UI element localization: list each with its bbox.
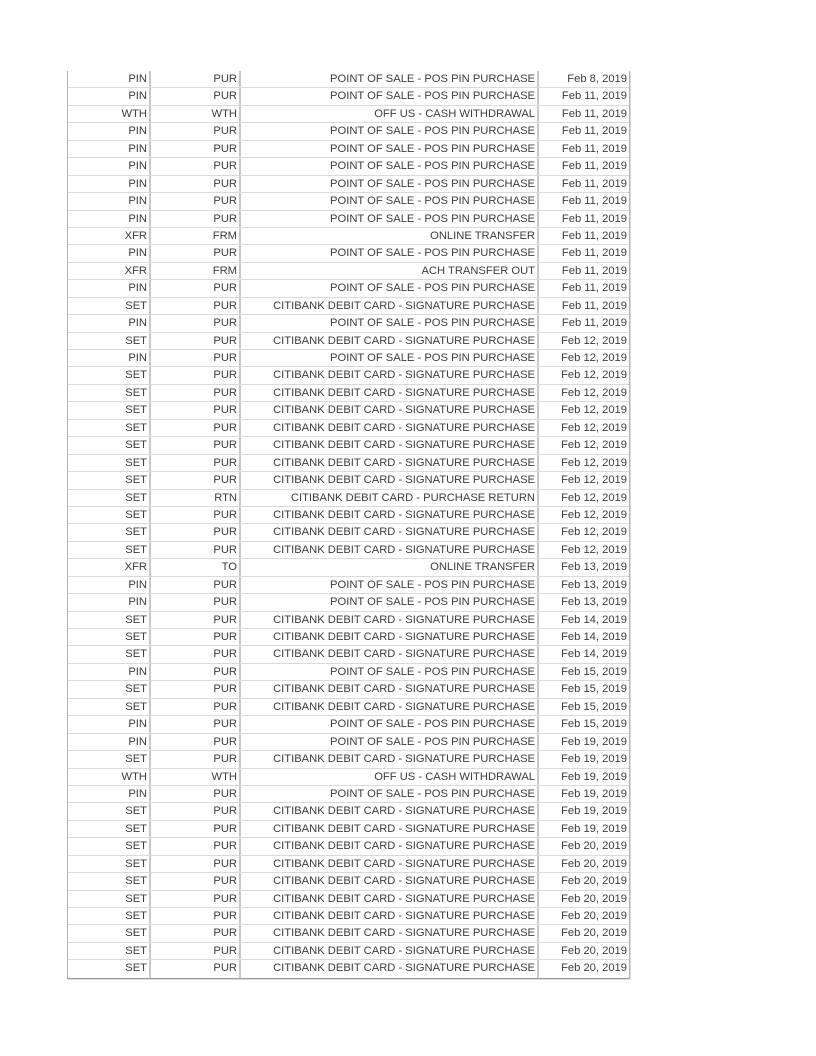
table-row — [68, 786, 629, 803]
cell-description: CITIBANK DEBIT CARD - SIGNATURE PURCHASE — [241, 943, 539, 959]
cell-subtype: PUR — [151, 838, 241, 854]
cell-description: CITIBANK DEBIT CARD - SIGNATURE PURCHASE — [241, 507, 539, 523]
cell-description: POINT OF SALE - POS PIN PURCHASE — [241, 280, 539, 296]
cell-type: SET — [68, 542, 151, 558]
cell-description: CITIBANK DEBIT CARD - SIGNATURE PURCHASE — [241, 612, 539, 628]
cell-type: SET — [68, 646, 151, 662]
cell-description: POINT OF SALE - POS PIN PURCHASE — [241, 88, 539, 104]
table-row — [68, 751, 629, 768]
cell-type: SET — [68, 891, 151, 907]
cell-type: SET — [68, 298, 151, 314]
cell-date: Feb 14, 2019 — [561, 613, 627, 626]
cell-date: Feb 14, 2019 — [561, 631, 627, 643]
cell-subtype: PUR — [151, 402, 241, 418]
cell-type: SET — [68, 925, 151, 941]
cell-date: Feb 15, 2019 — [561, 683, 627, 696]
table-row — [68, 664, 629, 681]
cell-date: Feb 12, 2019 — [561, 491, 627, 504]
cell-type: XFR — [68, 263, 151, 279]
cell-description: OFF US - CASH WITHDRAWAL — [241, 106, 539, 122]
cell-date: Feb 20, 2019 — [561, 875, 627, 888]
table-row — [68, 507, 629, 524]
cell-description: CITIBANK DEBIT CARD - SIGNATURE PURCHASE — [241, 751, 539, 767]
cell-date: Feb 11, 2019 — [561, 90, 627, 103]
cell-date: Feb 11, 2019 — [561, 177, 627, 190]
cell-description: CITIBANK DEBIT CARD - SIGNATURE PURCHASE — [241, 699, 539, 715]
cell-description: CITIBANK DEBIT CARD - SIGNATURE PURCHASE — [241, 437, 539, 453]
cell-subtype: PUR — [151, 751, 241, 767]
cell-description: POINT OF SALE - POS PIN PURCHASE — [241, 245, 539, 261]
cell-date: Feb 12, 2019 — [561, 526, 627, 539]
cell-subtype: PUR — [151, 891, 241, 907]
cell-type: PIN — [68, 123, 151, 139]
table-row — [68, 524, 629, 541]
cell-type: SET — [68, 507, 151, 523]
cell-subtype: PUR — [151, 158, 241, 174]
cell-description: CITIBANK DEBIT CARD - SIGNATURE PURCHASE — [241, 542, 539, 558]
cell-description: POINT OF SALE - POS PIN PURCHASE — [241, 123, 539, 139]
cell-description: POINT OF SALE - POS PIN PURCHASE — [241, 594, 539, 610]
cell-type: SET — [68, 490, 151, 506]
table-row — [68, 803, 629, 820]
cell-type: SET — [68, 681, 151, 697]
table-row — [68, 629, 629, 646]
cell-type: SET — [68, 856, 151, 872]
cell-subtype: PUR — [151, 123, 241, 139]
cell-description: ONLINE TRANSFER — [241, 228, 539, 244]
cell-date: Feb 11, 2019 — [561, 282, 627, 295]
cell-type: SET — [68, 908, 151, 924]
cell-date: Feb 14, 2019 — [561, 648, 627, 661]
cell-subtype: PUR — [151, 245, 241, 261]
table-row — [68, 699, 629, 716]
cell-subtype: PUR — [151, 873, 241, 889]
cell-subtype: PUR — [151, 943, 241, 959]
table-row — [68, 612, 629, 629]
cell-date: Feb 8, 2019 — [567, 73, 627, 85]
cell-type: SET — [68, 612, 151, 628]
cell-subtype: PUR — [151, 333, 241, 349]
cell-type: WTH — [68, 106, 151, 122]
cell-description: ONLINE TRANSFER — [241, 559, 539, 575]
cell-type: SET — [68, 803, 151, 819]
cell-date: Feb 13, 2019 — [561, 596, 627, 609]
cell-subtype: PUR — [151, 542, 241, 558]
cell-description: CITIBANK DEBIT CARD - SIGNATURE PURCHASE — [241, 908, 539, 924]
cell-type: WTH — [68, 769, 151, 785]
table-row — [68, 315, 629, 332]
table-row — [68, 577, 629, 594]
cell-date: Feb 19, 2019 — [561, 735, 627, 748]
cell-date: Feb 19, 2019 — [561, 770, 627, 783]
cell-description: CITIBANK DEBIT CARD - PURCHASE RETURN — [241, 490, 539, 506]
cell-subtype: PUR — [151, 437, 241, 453]
cell-description: POINT OF SALE - POS PIN PURCHASE — [241, 734, 539, 750]
cell-description: CITIBANK DEBIT CARD - SIGNATURE PURCHASE — [241, 385, 539, 401]
cell-subtype: PUR — [151, 71, 241, 87]
cell-type: SET — [68, 333, 151, 349]
cell-description: POINT OF SALE - POS PIN PURCHASE — [241, 211, 539, 227]
cell-type: SET — [68, 751, 151, 767]
table-row — [68, 333, 629, 350]
cell-subtype: WTH — [151, 106, 241, 122]
cell-type: SET — [68, 385, 151, 401]
cell-type: PIN — [68, 280, 151, 296]
table-row — [68, 891, 629, 908]
cell-type: PIN — [68, 350, 151, 366]
cell-type: SET — [68, 455, 151, 471]
table-row — [68, 437, 629, 454]
table-row — [68, 769, 629, 786]
table-row — [68, 263, 629, 280]
cell-description: CITIBANK DEBIT CARD - SIGNATURE PURCHASE — [241, 960, 539, 977]
cell-type: SET — [68, 629, 151, 645]
cell-description: CITIBANK DEBIT CARD - SIGNATURE PURCHASE — [241, 367, 539, 383]
cell-description: CITIBANK DEBIT CARD - SIGNATURE PURCHASE — [241, 420, 539, 436]
table-row — [68, 960, 629, 977]
cell-subtype: WTH — [151, 769, 241, 785]
cell-type: SET — [68, 367, 151, 383]
table-row — [68, 88, 629, 105]
cell-type: SET — [68, 873, 151, 889]
table-row — [68, 385, 629, 402]
cell-date: Feb 12, 2019 — [561, 334, 627, 347]
cell-type: PIN — [68, 88, 151, 104]
cell-subtype: PUR — [151, 211, 241, 227]
cell-description: OFF US - CASH WITHDRAWAL — [241, 769, 539, 785]
cell-date: Feb 20, 2019 — [561, 857, 627, 870]
table-row — [68, 367, 629, 384]
cell-type: PIN — [68, 158, 151, 174]
cell-date: Feb 11, 2019 — [561, 107, 627, 120]
table-row — [68, 943, 629, 960]
cell-date: Feb 12, 2019 — [561, 352, 627, 364]
cell-description: CITIBANK DEBIT CARD - SIGNATURE PURCHASE — [241, 629, 539, 645]
table-row — [68, 141, 629, 158]
cell-type: PIN — [68, 577, 151, 593]
cell-subtype: PUR — [151, 699, 241, 715]
cell-description: POINT OF SALE - POS PIN PURCHASE — [241, 158, 539, 174]
cell-subtype: PUR — [151, 612, 241, 628]
cell-date: Feb 11, 2019 — [561, 212, 627, 225]
cell-subtype: TO — [151, 559, 241, 575]
cell-description: CITIBANK DEBIT CARD - SIGNATURE PURCHASE — [241, 821, 539, 837]
cell-type: PIN — [68, 193, 151, 209]
cell-type: SET — [68, 699, 151, 715]
cell-type: SET — [68, 420, 151, 436]
cell-subtype: PUR — [151, 524, 241, 540]
cell-date: Feb 12, 2019 — [561, 439, 627, 452]
cell-date: Feb 15, 2019 — [561, 700, 627, 713]
cell-description: CITIBANK DEBIT CARD - SIGNATURE PURCHASE — [241, 524, 539, 540]
cell-subtype: PUR — [151, 385, 241, 401]
table-row — [68, 158, 629, 175]
cell-subtype: PUR — [151, 594, 241, 610]
cell-subtype: PUR — [151, 734, 241, 750]
cell-type: PIN — [68, 315, 151, 331]
table-row — [68, 716, 629, 733]
cell-description: ACH TRANSFER OUT — [241, 263, 539, 279]
cell-description: CITIBANK DEBIT CARD - SIGNATURE PURCHASE — [241, 803, 539, 819]
cell-subtype: RTN — [151, 490, 241, 506]
table-row — [68, 821, 629, 838]
cell-type: XFR — [68, 228, 151, 244]
table-row — [68, 211, 629, 228]
table-row — [68, 873, 629, 890]
cell-date: Feb 19, 2019 — [561, 805, 627, 818]
table-row — [68, 298, 629, 315]
cell-date: Feb 11, 2019 — [561, 247, 627, 260]
cell-date: Feb 11, 2019 — [561, 142, 627, 155]
cell-date: Feb 12, 2019 — [561, 474, 627, 487]
table-row — [68, 176, 629, 193]
table-row — [68, 402, 629, 419]
cell-subtype: PUR — [151, 577, 241, 593]
cell-date: Feb 13, 2019 — [561, 561, 627, 574]
cell-description: CITIBANK DEBIT CARD - SIGNATURE PURCHASE — [241, 891, 539, 907]
cell-subtype: PUR — [151, 646, 241, 662]
cell-subtype: PUR — [151, 664, 241, 680]
cell-description: POINT OF SALE - POS PIN PURCHASE — [241, 577, 539, 593]
table-row — [68, 455, 629, 472]
cell-date: Feb 20, 2019 — [561, 944, 627, 957]
cell-date: Feb 12, 2019 — [561, 369, 627, 382]
cell-subtype: PUR — [151, 420, 241, 436]
cell-type: PIN — [68, 664, 151, 680]
cell-date: Feb 20, 2019 — [561, 892, 627, 905]
cell-date: Feb 11, 2019 — [561, 195, 627, 208]
cell-subtype: PUR — [151, 908, 241, 924]
cell-description: CITIBANK DEBIT CARD - SIGNATURE PURCHASE — [241, 402, 539, 418]
cell-date: Feb 12, 2019 — [561, 386, 627, 399]
cell-description: CITIBANK DEBIT CARD - SIGNATURE PURCHASE — [241, 472, 539, 488]
cell-date: Feb 13, 2019 — [561, 578, 627, 591]
table-row — [68, 908, 629, 925]
cell-date: Feb 19, 2019 — [561, 753, 627, 766]
cell-description: POINT OF SALE - POS PIN PURCHASE — [241, 716, 539, 732]
cell-type: PIN — [68, 141, 151, 157]
cell-date: Feb 11, 2019 — [561, 299, 627, 312]
cell-subtype: PUR — [151, 856, 241, 872]
cell-description: POINT OF SALE - POS PIN PURCHASE — [241, 141, 539, 157]
cell-subtype: PUR — [151, 925, 241, 941]
cell-description: POINT OF SALE - POS PIN PURCHASE — [241, 350, 539, 366]
cell-date: Feb 20, 2019 — [561, 840, 627, 853]
table-row — [68, 734, 629, 751]
table-row — [68, 193, 629, 210]
cell-date: Feb 19, 2019 — [561, 787, 627, 800]
cell-date: Feb 19, 2019 — [561, 822, 627, 835]
cell-date: Feb 12, 2019 — [561, 456, 627, 469]
cell-subtype: PUR — [151, 821, 241, 837]
cell-type: PIN — [68, 594, 151, 610]
transactions-table — [67, 71, 630, 979]
table-row — [68, 350, 629, 367]
cell-date: Feb 11, 2019 — [561, 317, 627, 330]
cell-subtype: FRM — [151, 263, 241, 279]
cell-date: Feb 15, 2019 — [561, 718, 627, 731]
table-row — [68, 228, 629, 245]
cell-date: Feb 12, 2019 — [561, 421, 627, 434]
cell-date: Feb 20, 2019 — [561, 962, 627, 975]
table-row — [68, 559, 629, 576]
cell-description: POINT OF SALE - POS PIN PURCHASE — [241, 786, 539, 802]
cell-type: XFR — [68, 559, 151, 575]
cell-description: CITIBANK DEBIT CARD - SIGNATURE PURCHASE — [241, 856, 539, 872]
cell-type: PIN — [68, 245, 151, 261]
cell-description: CITIBANK DEBIT CARD - SIGNATURE PURCHASE — [241, 298, 539, 314]
cell-description: CITIBANK DEBIT CARD - SIGNATURE PURCHASE — [241, 333, 539, 349]
cell-subtype: PUR — [151, 507, 241, 523]
cell-description: POINT OF SALE - POS PIN PURCHASE — [241, 176, 539, 192]
cell-description: POINT OF SALE - POS PIN PURCHASE — [241, 315, 539, 331]
cell-description: CITIBANK DEBIT CARD - SIGNATURE PURCHASE — [241, 838, 539, 854]
cell-subtype: PUR — [151, 629, 241, 645]
cell-description: CITIBANK DEBIT CARD - SIGNATURE PURCHASE — [241, 455, 539, 471]
cell-subtype: PUR — [151, 176, 241, 192]
cell-subtype: PUR — [151, 193, 241, 209]
table-row — [68, 123, 629, 140]
table-row — [68, 856, 629, 873]
cell-type: PIN — [68, 716, 151, 732]
cell-subtype: PUR — [151, 716, 241, 732]
cell-type: SET — [68, 821, 151, 837]
cell-description: CITIBANK DEBIT CARD - SIGNATURE PURCHASE — [241, 873, 539, 889]
cell-subtype: PUR — [151, 472, 241, 488]
cell-description: POINT OF SALE - POS PIN PURCHASE — [241, 664, 539, 680]
cell-subtype: PUR — [151, 786, 241, 802]
cell-type: SET — [68, 960, 151, 977]
cell-subtype: PUR — [151, 88, 241, 104]
cell-date: Feb 15, 2019 — [561, 665, 627, 678]
cell-description: POINT OF SALE - POS PIN PURCHASE — [241, 71, 539, 87]
table-row — [68, 925, 629, 942]
cell-date: Feb 12, 2019 — [561, 508, 627, 521]
table-row — [68, 542, 629, 559]
cell-subtype: PUR — [151, 960, 241, 977]
table-row — [68, 71, 629, 88]
cell-date: Feb 11, 2019 — [561, 229, 627, 242]
cell-type: SET — [68, 838, 151, 854]
cell-subtype: PUR — [151, 141, 241, 157]
cell-type: SET — [68, 472, 151, 488]
cell-description: POINT OF SALE - POS PIN PURCHASE — [241, 193, 539, 209]
cell-date: Feb 11, 2019 — [561, 160, 627, 173]
cell-date: Feb 12, 2019 — [561, 404, 627, 417]
cell-type: SET — [68, 943, 151, 959]
cell-date: Feb 11, 2019 — [561, 264, 627, 277]
cell-subtype: FRM — [151, 228, 241, 244]
table-row — [68, 420, 629, 437]
cell-type: SET — [68, 402, 151, 418]
table-row — [68, 490, 629, 507]
cell-type: SET — [68, 524, 151, 540]
table-row — [68, 646, 629, 663]
table-row — [68, 106, 629, 123]
cell-description: CITIBANK DEBIT CARD - SIGNATURE PURCHASE — [241, 925, 539, 941]
table-row — [68, 594, 629, 611]
cell-subtype: PUR — [151, 367, 241, 383]
table-row — [68, 472, 629, 489]
cell-subtype: PUR — [151, 681, 241, 697]
cell-description: CITIBANK DEBIT CARD - SIGNATURE PURCHASE — [241, 646, 539, 662]
table-row — [68, 838, 629, 855]
cell-type: SET — [68, 437, 151, 453]
cell-subtype: PUR — [151, 350, 241, 366]
cell-subtype: PUR — [151, 315, 241, 331]
cell-type: PIN — [68, 71, 151, 87]
table-row — [68, 280, 629, 297]
cell-date: Feb 11, 2019 — [561, 125, 627, 138]
cell-type: PIN — [68, 176, 151, 192]
cell-date: Feb 20, 2019 — [561, 927, 627, 940]
cell-type: PIN — [68, 786, 151, 802]
cell-subtype: PUR — [151, 280, 241, 296]
cell-subtype: PUR — [151, 803, 241, 819]
cell-description: CITIBANK DEBIT CARD - SIGNATURE PURCHASE — [241, 681, 539, 697]
cell-subtype: PUR — [151, 298, 241, 314]
cell-type: PIN — [68, 734, 151, 750]
cell-subtype: PUR — [151, 455, 241, 471]
table-row — [68, 681, 629, 698]
cell-type: PIN — [68, 211, 151, 227]
table-row — [68, 245, 629, 262]
cell-date: Feb 20, 2019 — [561, 910, 627, 922]
cell-date: Feb 12, 2019 — [561, 543, 627, 556]
